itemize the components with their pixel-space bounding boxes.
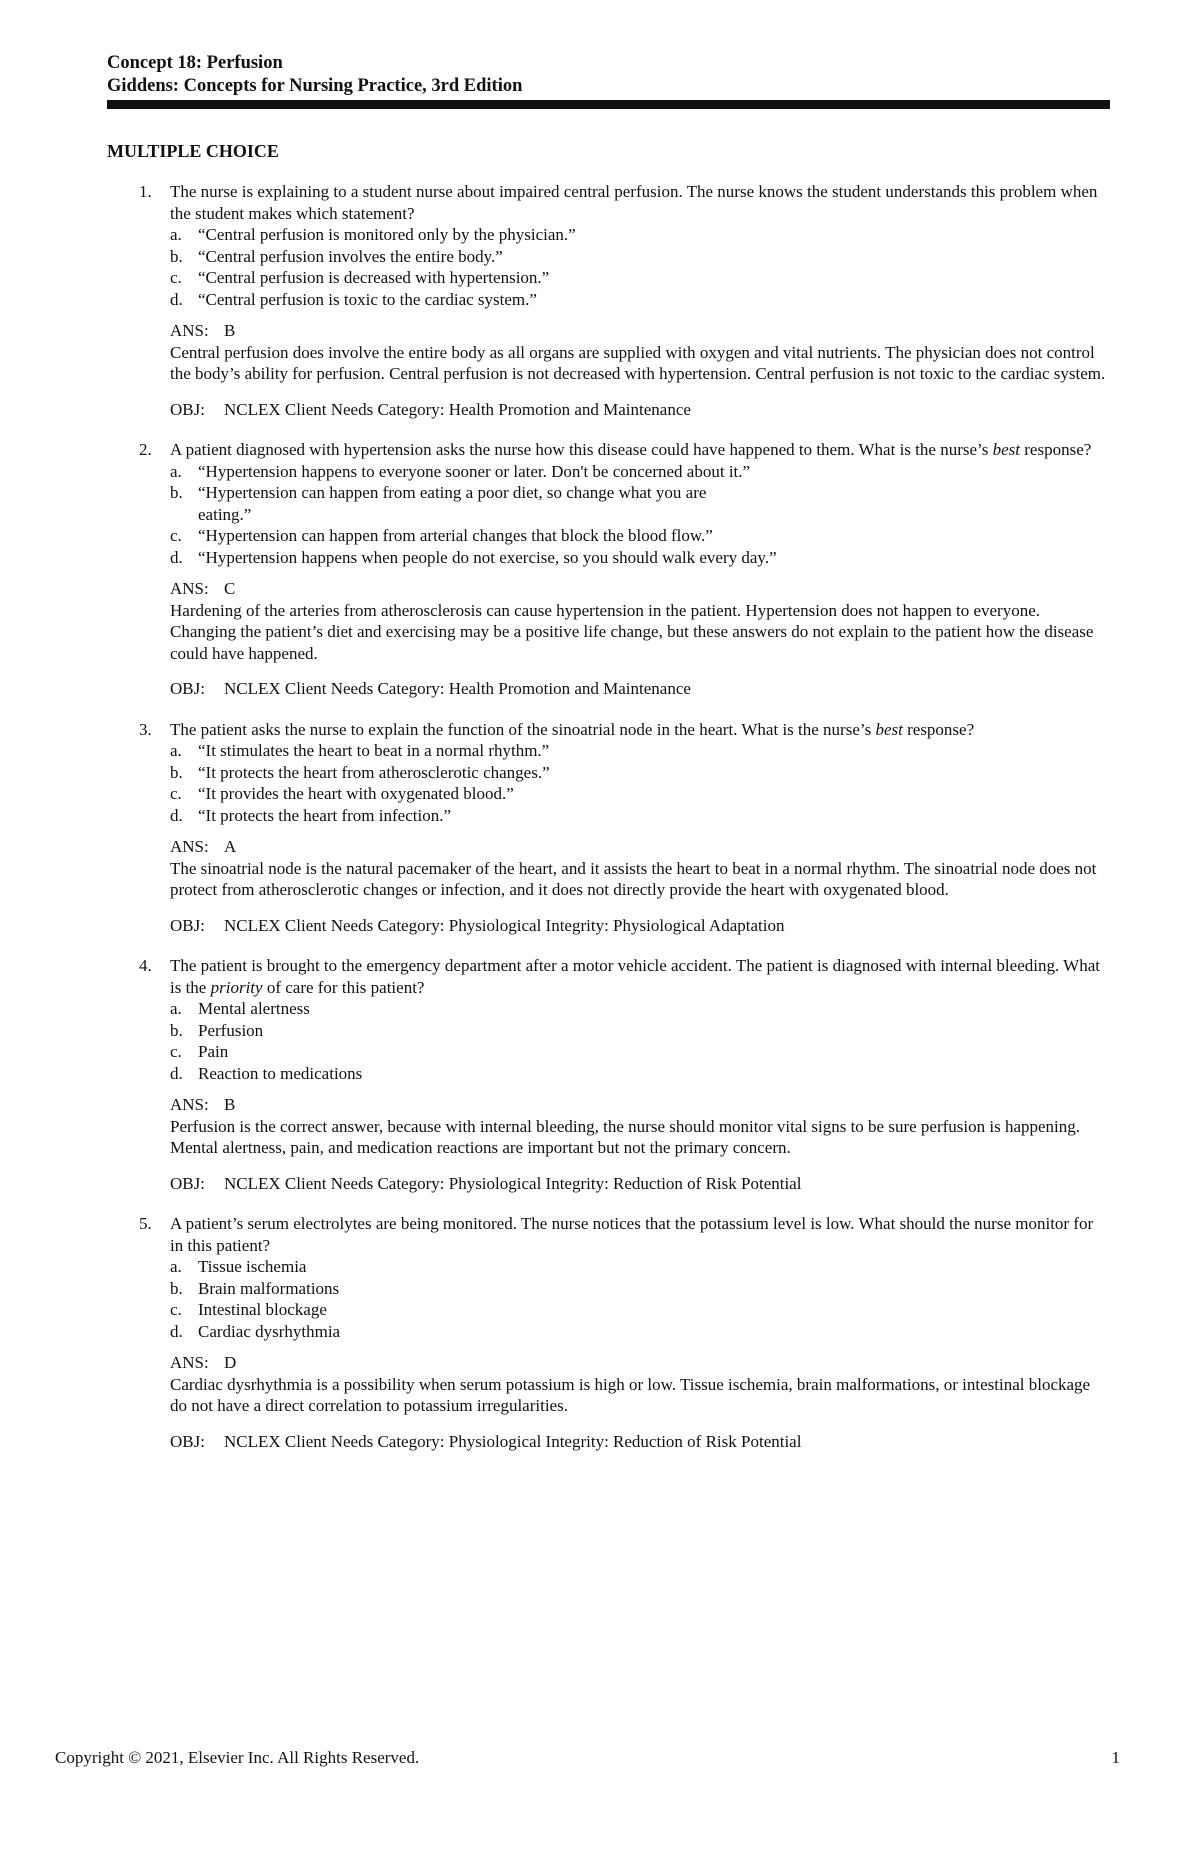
- answer: ANS: B: [170, 321, 236, 340]
- choice-c: c. “It provides the heart with oxygenated blood.”: [170, 784, 514, 803]
- choice-b: b. Perfusion: [170, 1020, 264, 1040]
- question-4: [132, 955, 1110, 1194]
- question-number: 2.: [139, 440, 152, 459]
- question-1: [132, 181, 1110, 420]
- choice-a: a. Tissue ischemia: [170, 1257, 307, 1276]
- choice-b: b. “Central perfusion involves the entire body.”: [170, 246, 503, 266]
- section-title: MULTIPLE CHOICE: [107, 141, 279, 161]
- choice-list: [170, 740, 1110, 826]
- answer: ANS: A: [170, 837, 237, 856]
- answer-letter: B: [224, 1095, 236, 1114]
- answer-letter: A: [224, 837, 237, 856]
- question-stem: The patient asks the nurse to explain the function of the sinoatrial node in the heart. What is the nurse’s best response?: [170, 719, 975, 739]
- document-header: [107, 52, 1110, 109]
- answer-letter: B: [224, 321, 236, 340]
- choice-a: a. “It stimulates the heart to beat in a normal rhythm.”: [170, 741, 550, 760]
- question-number: 1.: [139, 182, 152, 201]
- objective: OBJ: NCLEX Client Needs Category: Physiological Integrity: Physiological Adaptation: [170, 915, 785, 935]
- copyright-notice: Copyright © 2021, Elsevier Inc. All Rights Reserved.: [55, 1748, 420, 1767]
- answer: ANS: B: [170, 1095, 236, 1114]
- answer-letter: D: [224, 1353, 237, 1372]
- question-number: 5.: [139, 1214, 152, 1233]
- question-stem: The patient is brought to the emergency department after a motor vehicle accident. The patient is diagnosed with internal bleeding. What is the priority of care for this patient?: [170, 956, 1100, 997]
- choice-d: d. Reaction to medications: [170, 1063, 363, 1083]
- question-number: 4.: [139, 956, 152, 975]
- question-list: [132, 181, 1110, 1471]
- choice-list: [170, 1256, 1110, 1342]
- choice-b: b. Brain malformations: [170, 1278, 340, 1298]
- question-number: 3.: [139, 719, 152, 739]
- choice-list: [170, 998, 1110, 1084]
- question-2: [132, 439, 1110, 700]
- question-5: [132, 1213, 1110, 1452]
- answer: ANS: D: [170, 1353, 237, 1372]
- question-stem: The nurse is explaining to a student nurse about impaired central perfusion. The nurse knows the student understands this problem when the student makes which statement?: [170, 182, 1098, 223]
- objective: OBJ: NCLEX Client Needs Category: Health Promotion and Maintenance: [170, 679, 691, 698]
- objective: OBJ: NCLEX Client Needs Category: Physiological Integrity: Reduction of Risk Potential: [170, 1431, 802, 1451]
- concept-title: Concept 18: Perfusion: [107, 53, 283, 73]
- page-number: 1: [1111, 1748, 1120, 1767]
- choice-d: d. Cardiac dysrhythmia: [170, 1321, 341, 1341]
- rationale: Central perfusion does involve the entire body as all organs are supplied with oxygen and vital nutrients. The physician does not control the body’s ability for perfusion. Central perfusion is not decreased with hypertension. Central perfusion is not toxic to the cardiac system.: [170, 342, 1106, 383]
- question-stem: A patient diagnosed with hypertension asks the nurse how this disease could have happened to them. What is the nurse’s best response?: [170, 440, 1092, 459]
- header-rule: [107, 100, 1110, 109]
- rationale: Perfusion is the correct answer, because with internal bleeding, the nurse should monitor vital signs to be sure perfusion is happening. Mental alertness, pain, and medication reactions are important but not the primary concern.: [170, 1116, 1081, 1157]
- choice-c: c. “Hypertension can happen from arterial changes that block the blood flow.”: [170, 526, 713, 545]
- choice-a: a. “Hypertension happens to everyone sooner or later. Don't be concerned about it.”: [170, 461, 751, 481]
- rationale: Cardiac dysrhythmia is a possibility when serum potassium is high or low. Tissue ischemia, brain malformations, or intestinal blockage do not have a direct correlation to potassium irregularities.: [170, 1374, 1091, 1415]
- choice-c: c. Pain: [170, 1042, 229, 1061]
- choice-d: d. “Hypertension happens when people do not exercise, so you should walk every day.”: [170, 547, 777, 567]
- choice-c: c. Intestinal blockage: [170, 1300, 327, 1319]
- choice-a: a. Mental alertness: [170, 999, 310, 1018]
- choice-b: b. “It protects the heart from atherosclerotic changes.”: [170, 762, 550, 782]
- choice-a: a. “Central perfusion is monitored only by the physician.”: [170, 225, 576, 244]
- book-title: Giddens: Concepts for Nursing Practice, 3rd Edition: [107, 76, 523, 96]
- objective: OBJ: NCLEX Client Needs Category: Health Promotion and Maintenance: [170, 399, 691, 419]
- choice-d: d. “Central perfusion is toxic to the cardiac system.”: [170, 289, 537, 309]
- choice-list: [170, 461, 1110, 569]
- question-stem: A patient’s serum electrolytes are being monitored. The nurse notices that the potassium level is low. What should the nurse monitor for in this patient?: [170, 1214, 1094, 1255]
- answer-letter: C: [224, 579, 236, 598]
- answer: ANS: C: [170, 579, 236, 598]
- rationale: The sinoatrial node is the natural pacemaker of the heart, and it assists the heart to beat in a normal rhythm. The sinoatrial node does not protect from atherosclerotic changes or infection, and it does not directly provide the heart with oxygenated blood.: [170, 858, 1097, 899]
- choice-list: [170, 224, 1110, 310]
- choice-d: d. “It protects the heart from infection.”: [170, 805, 451, 825]
- rationale: Hardening of the arteries from atherosclerosis can cause hypertension in the patient. Hypertension does not happen to everyone. Changing the patient’s diet and exercising may be a positive life change, but these answers do not explain to the patient how the disease could have happened.: [170, 600, 1094, 663]
- choice-c: c. “Central perfusion is decreased with hypertension.”: [170, 268, 550, 287]
- objective: OBJ: NCLEX Client Needs Category: Physiological Integrity: Reduction of Risk Potential: [170, 1173, 802, 1193]
- question-3: [132, 719, 1110, 937]
- choice-b: b. “Hypertension can happen from eating a poor diet, so change what you are eating.”: [170, 483, 707, 524]
